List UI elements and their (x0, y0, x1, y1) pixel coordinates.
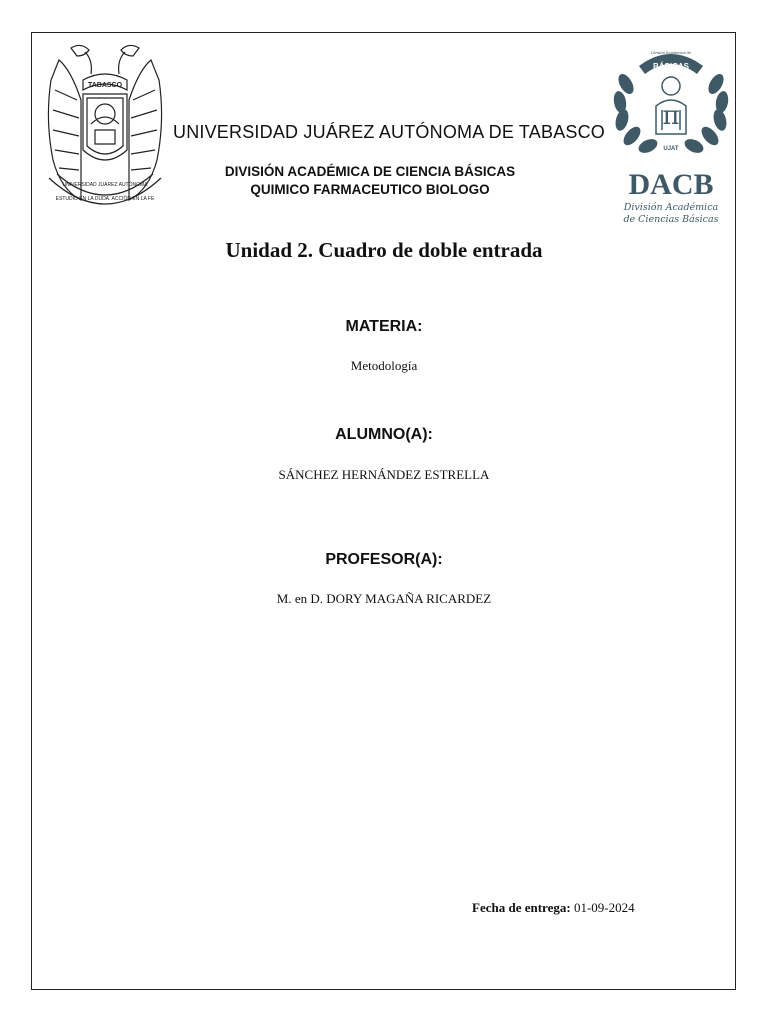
profesor-label: PROFESOR(A): (325, 551, 443, 568)
seal-ring-text: ESTUDIO EN LA DUDA. ACCIÓN EN LA FE (55, 196, 155, 202)
dacb-subtitle-2: de Ciencias Básicas (623, 214, 719, 225)
seal-banner-text: TABASCO (87, 82, 123, 89)
pi-symbol: π (662, 101, 680, 131)
ujat-label: UJAT (663, 146, 679, 152)
alumno-label: ALUMNO(A): (335, 426, 433, 443)
document-title: Unidad 2. Cuadro de doble entrada (225, 238, 543, 262)
ujat-seal-logo (41, 40, 169, 210)
division-name: DIVISIÓN ACADÉMICA DE CIENCIA BÁSICAS (224, 164, 516, 179)
dacb-arc-text: BÁSICAS (652, 62, 690, 71)
dacb-acronym: DACB (628, 168, 714, 201)
dacb-arc-small-text: División Académica de (650, 50, 692, 55)
university-name: UNIVERSIDAD JUÁREZ AUTÓNOMA DE TABASCO (173, 122, 606, 142)
delivery-date (472, 900, 635, 916)
delivery-date-label: Fecha de entrega: (472, 900, 571, 915)
materia-value: Metodología (350, 358, 418, 373)
delivery-date-value: 01-09-2024 (573, 900, 635, 915)
division-block (170, 163, 570, 199)
dacb-subtitle-1: División Académica (623, 202, 719, 213)
alumno-value: SÁNCHEZ HERNÁNDEZ ESTRELLA (278, 467, 490, 482)
profesor-value: M. en D. DORY MAGAÑA RICARDEZ (276, 591, 492, 606)
dacb-logo (610, 44, 732, 232)
materia-label: MATERIA: (345, 318, 423, 335)
seal-inner-text: UNIVERSIDAD JUÁREZ AUTÓNOMA (62, 182, 148, 188)
program-name: QUIMICO FARMACEUTICO BIOLOGO (250, 182, 490, 197)
